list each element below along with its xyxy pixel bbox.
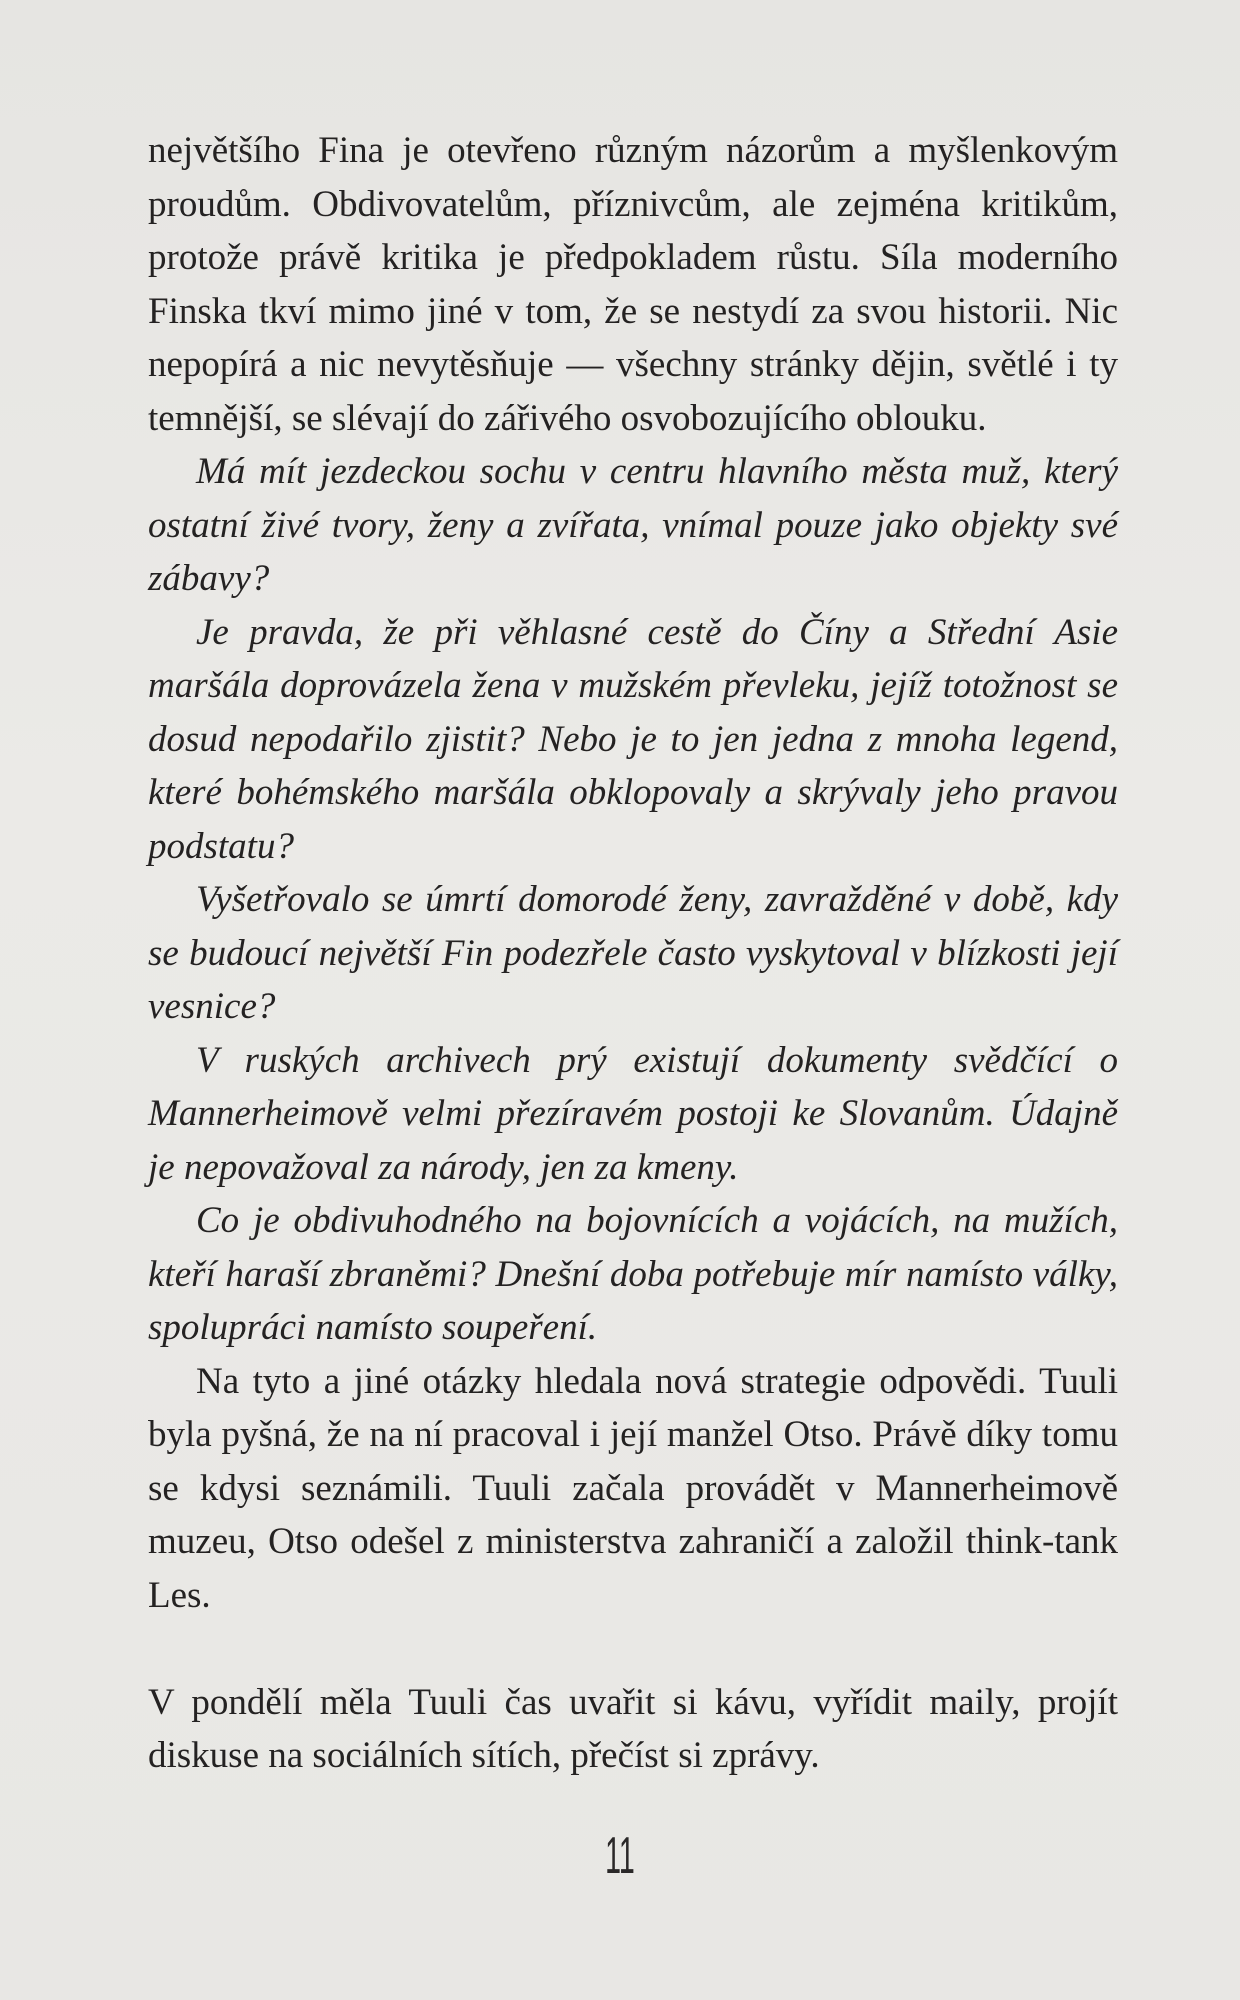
paragraph-question-archives: V ruských archivech prý existují dokumenty svědčící o Mannerheimově velmi přezíravém postoji ke Slovanům. Údajně je nepovažoval za národy, jen za kmeny. [148, 1039, 1118, 1188]
paragraph-question-statue: Má mít jezdeckou sochu v centru hlavního města muž, který ostatní živé tvory, ženy a zvířata, vnímal pouze jako objekty své zábavy? [148, 451, 1118, 599]
paragraph-monday: V pondělí měla Tuuli čas uvařit si kávu, vyřídit maily, projít diskuse na sociálních sítích, přečíst si zprávy. [148, 1681, 1118, 1776]
paragraph-continued: největšího Fina je otevřeno různým názorům a myšlenkovým proudům. Obdivovatelům, příznivcům, ale zejména kritikům, protože právě kritika je předpokladem růstu. Síla moderního Finska tkví mimo jiné v tom, že se nestydí za svou historii. Nic nepopírá a nic nevytěsňuje — všechny stránky dějin, světlé i ty temnější, se slévají do zářivého osvobozujícího oblouku. [148, 130, 1118, 439]
paragraph-question-death: Vyšetřovalo se úmrtí domorodé ženy, zavražděné v době, kdy se budoucí největší Fin podezřele často vyskytoval v blízkosti její vesnice? [148, 879, 1118, 1027]
paragraph-strategy: Na tyto a jiné otázky hledala nová strategie odpovědi. Tuuli byla pyšná, že na ní pracoval i její manžel Otso. Právě díky tomu se kdysi seznámili. Tuuli začala provádět v Mannerheimově muzeu, Otso odešel z ministerstva zahraničí a založil think-tank Les. [148, 1360, 1118, 1616]
paragraph-question-journey: Je pravda, že při věhlasné cestě do Číny a Střední Asie maršála doprovázela žena v mužském převleku, jejíž totožnost se dosud nepodařilo zjistit? Nebo je to jen jedna z mnoha legend, které bohémského maršála obklopovaly a skrývaly jeho pravou podstatu? [148, 611, 1118, 867]
body-text [148, 124, 1118, 1783]
page-number: 11 [605, 1827, 635, 1885]
paragraph-question-soldiers: Co je obdivuhodného na bojovnících a vojácích, na mužích, kteří haraší zbraněmi? Dnešní doba potřebuje mír namísto války, spolupráci namísto soupeření. [148, 1200, 1118, 1348]
